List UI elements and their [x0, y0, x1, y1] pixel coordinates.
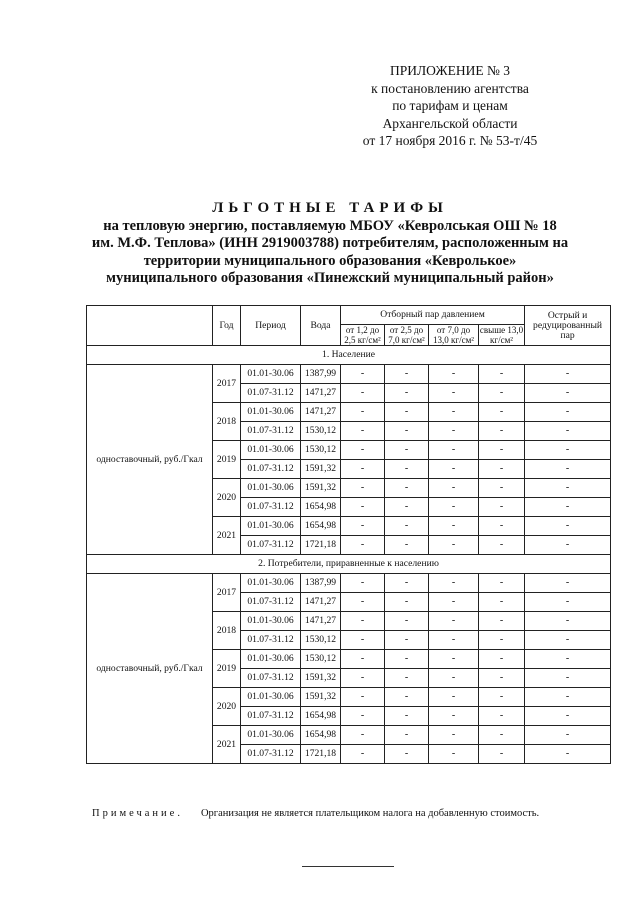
water-value: 1654,98: [301, 498, 341, 517]
section-row: [87, 346, 611, 365]
empty-value-dash: -: [479, 460, 525, 479]
empty-value-dash: -: [479, 707, 525, 726]
empty-value-dash: -: [385, 479, 429, 498]
consumer-type: одноставочный, руб./Гкал: [87, 574, 213, 764]
period-cell: 01.01-30.06: [241, 403, 301, 422]
water-value: 1591,32: [301, 688, 341, 707]
empty-value-dash: -: [429, 707, 479, 726]
table-row: [87, 574, 611, 593]
empty-value-dash: -: [525, 612, 611, 631]
water-value: 1471,27: [301, 612, 341, 631]
empty-value-dash: -: [479, 441, 525, 460]
period-cell: 01.01-30.06: [241, 365, 301, 384]
year-cell: 2021: [213, 517, 241, 555]
empty-value-dash: -: [429, 422, 479, 441]
empty-value-dash: -: [479, 384, 525, 403]
header-steam-3: от 7,0 до 13,0 кг/см²: [429, 325, 479, 346]
divider-line: [302, 866, 394, 867]
empty-value-dash: -: [479, 403, 525, 422]
empty-value-dash: -: [385, 612, 429, 631]
header-year: Год: [213, 306, 241, 346]
empty-value-dash: -: [479, 688, 525, 707]
empty-value-dash: -: [341, 536, 385, 555]
empty-value-dash: -: [341, 384, 385, 403]
empty-value-dash: -: [479, 498, 525, 517]
appendix-line: ПРИЛОЖЕНИЕ № 3: [389, 63, 511, 78]
empty-value-dash: -: [525, 498, 611, 517]
empty-value-dash: -: [525, 536, 611, 555]
period-cell: 01.07-31.12: [241, 460, 301, 479]
period-cell: 01.01-30.06: [241, 479, 301, 498]
empty-value-dash: -: [385, 536, 429, 555]
year-cell: 2019: [213, 441, 241, 479]
empty-value-dash: -: [385, 365, 429, 384]
appendix-line: от 17 ноября 2016 г. № 53-т/45: [362, 133, 538, 148]
empty-value-dash: -: [429, 498, 479, 517]
empty-value-dash: -: [429, 536, 479, 555]
table-row: [87, 365, 611, 384]
appendix-line: по тарифам и ценам: [392, 98, 508, 113]
water-value: 1591,32: [301, 479, 341, 498]
empty-value-dash: -: [341, 726, 385, 745]
empty-value-dash: -: [525, 593, 611, 612]
empty-value-dash: -: [385, 593, 429, 612]
period-cell: 01.07-31.12: [241, 631, 301, 650]
empty-value-dash: -: [341, 631, 385, 650]
empty-value-dash: -: [479, 536, 525, 555]
year-cell: 2020: [213, 479, 241, 517]
empty-value-dash: -: [429, 517, 479, 536]
empty-value-dash: -: [525, 384, 611, 403]
empty-value-dash: -: [341, 650, 385, 669]
water-value: 1530,12: [301, 422, 341, 441]
empty-value-dash: -: [385, 498, 429, 517]
empty-value-dash: -: [525, 650, 611, 669]
empty-value-dash: -: [525, 707, 611, 726]
empty-value-dash: -: [479, 479, 525, 498]
year-cell: 2018: [213, 403, 241, 441]
period-cell: 01.01-30.06: [241, 688, 301, 707]
empty-value-dash: -: [385, 403, 429, 422]
empty-value-dash: -: [525, 631, 611, 650]
empty-value-dash: -: [385, 517, 429, 536]
empty-value-dash: -: [525, 403, 611, 422]
empty-value-dash: -: [341, 612, 385, 631]
empty-value-dash: -: [341, 441, 385, 460]
empty-value-dash: -: [341, 460, 385, 479]
empty-value-dash: -: [429, 479, 479, 498]
empty-value-dash: -: [525, 365, 611, 384]
note-text: Организация не является плательщиком налога на добавленную стоимость.: [200, 808, 540, 819]
note-label: Примечание.: [92, 808, 183, 819]
appendix-header: [330, 62, 570, 150]
empty-value-dash: -: [479, 745, 525, 764]
appendix-line: к постановлению агентства: [371, 80, 529, 96]
empty-value-dash: -: [341, 745, 385, 764]
year-cell: 2017: [213, 365, 241, 403]
empty-value-dash: -: [525, 574, 611, 593]
document-title: [60, 200, 600, 288]
year-cell: 2017: [213, 574, 241, 612]
empty-value-dash: -: [385, 631, 429, 650]
empty-value-dash: -: [479, 612, 525, 631]
water-value: 1387,99: [301, 365, 341, 384]
period-cell: 01.01-30.06: [241, 574, 301, 593]
water-value: 1387,99: [301, 574, 341, 593]
empty-value-dash: -: [429, 669, 479, 688]
empty-value-dash: -: [385, 707, 429, 726]
empty-value-dash: -: [479, 669, 525, 688]
empty-value-dash: -: [525, 688, 611, 707]
period-cell: 01.01-30.06: [241, 441, 301, 460]
empty-value-dash: -: [385, 441, 429, 460]
section-row: [87, 555, 611, 574]
empty-value-dash: -: [385, 422, 429, 441]
empty-value-dash: -: [479, 365, 525, 384]
empty-value-dash: -: [385, 726, 429, 745]
empty-value-dash: -: [525, 422, 611, 441]
empty-value-dash: -: [429, 631, 479, 650]
water-value: 1591,32: [301, 460, 341, 479]
year-cell: 2019: [213, 650, 241, 688]
water-value: 1530,12: [301, 631, 341, 650]
water-value: 1471,27: [301, 403, 341, 422]
empty-value-dash: -: [479, 726, 525, 745]
water-value: 1654,98: [301, 517, 341, 536]
title-line: территории муниципального образования «Кевролькое»: [143, 252, 517, 269]
header-water: Вода: [301, 306, 341, 346]
header-consumer: [87, 306, 213, 346]
empty-value-dash: -: [525, 726, 611, 745]
header-period: Период: [241, 306, 301, 346]
empty-value-dash: -: [341, 669, 385, 688]
empty-value-dash: -: [385, 669, 429, 688]
water-value: 1591,32: [301, 669, 341, 688]
consumer-type: одноставочный, руб./Гкал: [87, 365, 213, 555]
empty-value-dash: -: [429, 688, 479, 707]
period-cell: 01.01-30.06: [241, 726, 301, 745]
empty-value-dash: -: [429, 574, 479, 593]
empty-value-dash: -: [341, 707, 385, 726]
title-line: им. М.Ф. Теплова» (ИНН 2919003788) потребителям, расположенным на: [91, 235, 569, 251]
empty-value-dash: -: [341, 593, 385, 612]
water-value: 1471,27: [301, 593, 341, 612]
section-title: 1. Население: [87, 346, 611, 365]
period-cell: 01.07-31.12: [241, 669, 301, 688]
period-cell: 01.07-31.12: [241, 498, 301, 517]
empty-value-dash: -: [385, 384, 429, 403]
note: [92, 808, 612, 819]
empty-value-dash: -: [479, 574, 525, 593]
period-cell: 01.07-31.12: [241, 593, 301, 612]
empty-value-dash: -: [429, 650, 479, 669]
year-cell: 2021: [213, 726, 241, 764]
header-steam-2: от 2,5 до 7,0 кг/см²: [385, 325, 429, 346]
year-cell: 2018: [213, 612, 241, 650]
water-value: 1654,98: [301, 726, 341, 745]
empty-value-dash: -: [385, 745, 429, 764]
water-value: 1721,18: [301, 536, 341, 555]
empty-value-dash: -: [479, 593, 525, 612]
empty-value-dash: -: [385, 688, 429, 707]
empty-value-dash: -: [429, 384, 479, 403]
empty-value-dash: -: [341, 422, 385, 441]
empty-value-dash: -: [341, 688, 385, 707]
period-cell: 01.01-30.06: [241, 612, 301, 631]
period-cell: 01.01-30.06: [241, 650, 301, 669]
title-main: ЛЬГОТНЫЕ ТАРИФЫ: [212, 200, 448, 216]
empty-value-dash: -: [429, 365, 479, 384]
empty-value-dash: -: [525, 441, 611, 460]
empty-value-dash: -: [479, 517, 525, 536]
empty-value-dash: -: [341, 498, 385, 517]
empty-value-dash: -: [429, 726, 479, 745]
empty-value-dash: -: [429, 745, 479, 764]
appendix-line: Архангельской области: [382, 115, 518, 131]
empty-value-dash: -: [479, 422, 525, 441]
period-cell: 01.07-31.12: [241, 384, 301, 403]
title-line: на тепловую энергию, поставляемую МБОУ «Кевролськая ОШ № 18: [103, 217, 557, 234]
period-cell: 01.07-31.12: [241, 745, 301, 764]
water-value: 1721,18: [301, 745, 341, 764]
empty-value-dash: -: [429, 441, 479, 460]
year-cell: 2020: [213, 688, 241, 726]
empty-value-dash: -: [429, 460, 479, 479]
water-value: 1654,98: [301, 707, 341, 726]
empty-value-dash: -: [341, 403, 385, 422]
header-steam-1: от 1,2 до 2,5 кг/см²: [341, 325, 385, 346]
empty-value-dash: -: [341, 574, 385, 593]
empty-value-dash: -: [385, 650, 429, 669]
header-sharp-steam: Острый и редуцированный пар: [525, 306, 611, 346]
empty-value-dash: -: [341, 479, 385, 498]
period-cell: 01.07-31.12: [241, 536, 301, 555]
empty-value-dash: -: [385, 574, 429, 593]
tariff-table: [86, 305, 611, 764]
header-steam-4: свыше 13,0 кг/см²: [479, 325, 524, 345]
period-cell: 01.07-31.12: [241, 707, 301, 726]
empty-value-dash: -: [525, 669, 611, 688]
empty-value-dash: -: [429, 403, 479, 422]
empty-value-dash: -: [479, 631, 525, 650]
empty-value-dash: -: [341, 365, 385, 384]
empty-value-dash: -: [341, 517, 385, 536]
empty-value-dash: -: [525, 517, 611, 536]
empty-value-dash: -: [525, 460, 611, 479]
tariff-body: [87, 346, 611, 764]
empty-value-dash: -: [385, 460, 429, 479]
water-value: 1530,12: [301, 441, 341, 460]
water-value: 1471,27: [301, 384, 341, 403]
water-value: 1530,12: [301, 650, 341, 669]
empty-value-dash: -: [525, 745, 611, 764]
period-cell: 01.01-30.06: [241, 517, 301, 536]
empty-value-dash: -: [429, 612, 479, 631]
empty-value-dash: -: [525, 479, 611, 498]
period-cell: 01.07-31.12: [241, 422, 301, 441]
empty-value-dash: -: [479, 650, 525, 669]
header-steam-group: Отборный пар давлением: [341, 306, 525, 325]
title-line: муниципального образования «Пинежский муниципальный район»: [106, 270, 554, 286]
section-title: 2. Потребители, приравненные к населению: [87, 555, 611, 574]
empty-value-dash: -: [429, 593, 479, 612]
